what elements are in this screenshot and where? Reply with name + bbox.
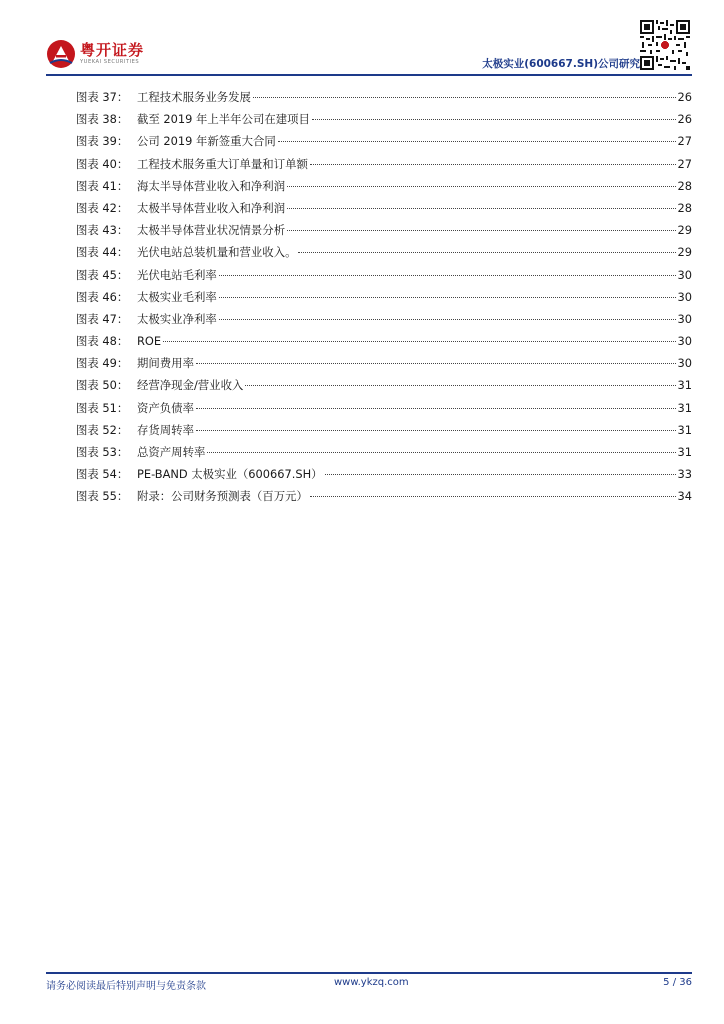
toc-leader-dots <box>312 105 676 120</box>
toc-entry-title: 太极半导体营业状况情景分析 <box>137 223 286 238</box>
toc-entry-title: 公司 2019 年新签重大合同 <box>137 134 276 149</box>
toc-leader-dots <box>163 327 675 342</box>
toc-leader-dots <box>245 371 675 386</box>
logo-company-cn: 粤开证券 <box>80 41 145 59</box>
toc-entry-label: 图表 37： <box>76 90 129 104</box>
toc-entry-page: 31 <box>677 422 692 437</box>
toc-entry-label: 图表 52： <box>76 422 129 437</box>
toc-leader-dots <box>219 283 676 298</box>
toc-entry-page: 29 <box>677 223 692 238</box>
toc-leader-dots <box>196 416 676 431</box>
toc-leader-dots <box>278 127 676 142</box>
toc-entry-page: 29 <box>677 245 692 260</box>
footer-disclaimer: 请务必阅读最后特别声明与免责条款 <box>46 981 206 992</box>
toc-entry-page: 30 <box>677 267 692 282</box>
toc-entry-label: 图表 54： <box>76 467 129 482</box>
toc-entry-label: 图表 46： <box>76 289 129 304</box>
toc-entry-title: 存货周转率 <box>137 422 194 437</box>
toc-entry-title: 资产负债率 <box>137 400 194 415</box>
toc-entry-page: 26 <box>677 112 692 127</box>
toc-entry-label: 图表 39： <box>76 134 129 149</box>
page-footer <box>46 977 692 993</box>
toc-entry-page: 31 <box>677 378 692 393</box>
toc-entry-title: ROE <box>137 334 162 349</box>
toc-entry-title: 期间费用率 <box>137 356 194 371</box>
toc-entry-page: 28 <box>677 200 692 215</box>
company-logo <box>46 36 144 72</box>
toc-entry-label: 图表 49： <box>76 356 129 371</box>
toc-entry-title: 太极实业净利率 <box>137 311 217 326</box>
toc-leader-dots <box>219 261 676 276</box>
footer-page-number: 5 / 36 <box>663 977 692 988</box>
toc-entry-label: 图表 38： <box>76 112 129 127</box>
toc-entry-label: 图表 40： <box>76 156 129 171</box>
toc-leader-dots <box>219 305 676 320</box>
toc-leader-dots <box>207 438 675 453</box>
toc-entry-title: 附录：公司财务预测表（百万元） <box>137 489 308 504</box>
figure-list <box>76 86 692 508</box>
toc-entry-title: 工程技术服务业务发展 <box>137 90 251 104</box>
toc-entry-label: 图表 53： <box>76 445 129 459</box>
toc-entry-page: 30 <box>677 289 692 304</box>
footer-website[interactable]: www.ykzq.com <box>334 977 409 988</box>
page-header <box>0 0 724 80</box>
toc-entry-page: 34 <box>677 489 692 504</box>
toc-entry-label: 图表 47： <box>76 311 129 326</box>
qr-code-icon <box>640 20 690 70</box>
toc-leader-dots <box>325 460 676 475</box>
footer-divider <box>46 972 692 974</box>
toc-entry-page: 30 <box>677 311 692 326</box>
toc-entry-title: 截至 2019 年上半年公司在建项目 <box>137 112 310 127</box>
toc-entry-page: 28 <box>677 178 692 193</box>
toc-entry-title: 光伏电站总装机量和营业收入。 <box>137 245 297 260</box>
toc-entry-label: 图表 55： <box>76 489 129 504</box>
toc-entry-title: 总资产周转率 <box>137 445 206 459</box>
toc-leader-dots <box>253 83 676 98</box>
toc-leader-dots <box>287 172 675 187</box>
report-title: 太极实业(600667.SH)公司研究 <box>482 58 640 70</box>
toc-leader-dots <box>287 216 675 231</box>
toc-entry-label: 图表 44： <box>76 245 129 260</box>
toc-entry-page: 31 <box>677 400 692 415</box>
toc-entry-page: 26 <box>677 90 692 104</box>
toc-entry-page: 30 <box>677 356 692 371</box>
toc-entry-title: 海太半导体营业收入和净利润 <box>137 178 286 193</box>
toc-entry-page: 31 <box>677 445 692 459</box>
toc-leader-dots <box>310 150 676 165</box>
header-divider <box>46 74 692 76</box>
toc-entry[interactable] <box>76 485 692 507</box>
toc-leader-dots <box>298 238 675 253</box>
toc-entry-label: 图表 50： <box>76 378 129 393</box>
logo-icon <box>46 39 76 69</box>
toc-leader-dots <box>196 349 676 364</box>
toc-entry-title: 经营净现金/营业收入 <box>137 378 244 393</box>
toc-entry-title: 光伏电站毛利率 <box>137 267 217 282</box>
toc-entry-label: 图表 41： <box>76 178 129 193</box>
toc-entry-label: 图表 42： <box>76 200 129 215</box>
toc-entry-label: 图表 51： <box>76 400 129 415</box>
toc-entry-page: 27 <box>677 134 692 149</box>
toc-leader-dots <box>310 482 676 497</box>
toc-entry-title: 工程技术服务重大订单量和订单额 <box>137 156 308 171</box>
toc-entry-label: 图表 45： <box>76 267 129 282</box>
toc-leader-dots <box>196 394 676 409</box>
toc-entry-page: 33 <box>677 467 692 482</box>
toc-entry-title: 太极实业毛利率 <box>137 289 217 304</box>
toc-entry-page: 27 <box>677 156 692 171</box>
toc-entry-label: 图表 43： <box>76 223 129 238</box>
toc-entry-label: 图表 48： <box>76 334 129 349</box>
toc-entry-page: 30 <box>677 334 692 349</box>
toc-entry-title: 太极半导体营业收入和净利润 <box>137 200 286 215</box>
logo-company-en: YUEKAI SECURITIES <box>80 59 140 65</box>
toc-leader-dots <box>287 194 675 209</box>
toc-entry-title: PE-BAND 太极实业（600667.SH） <box>137 467 323 482</box>
